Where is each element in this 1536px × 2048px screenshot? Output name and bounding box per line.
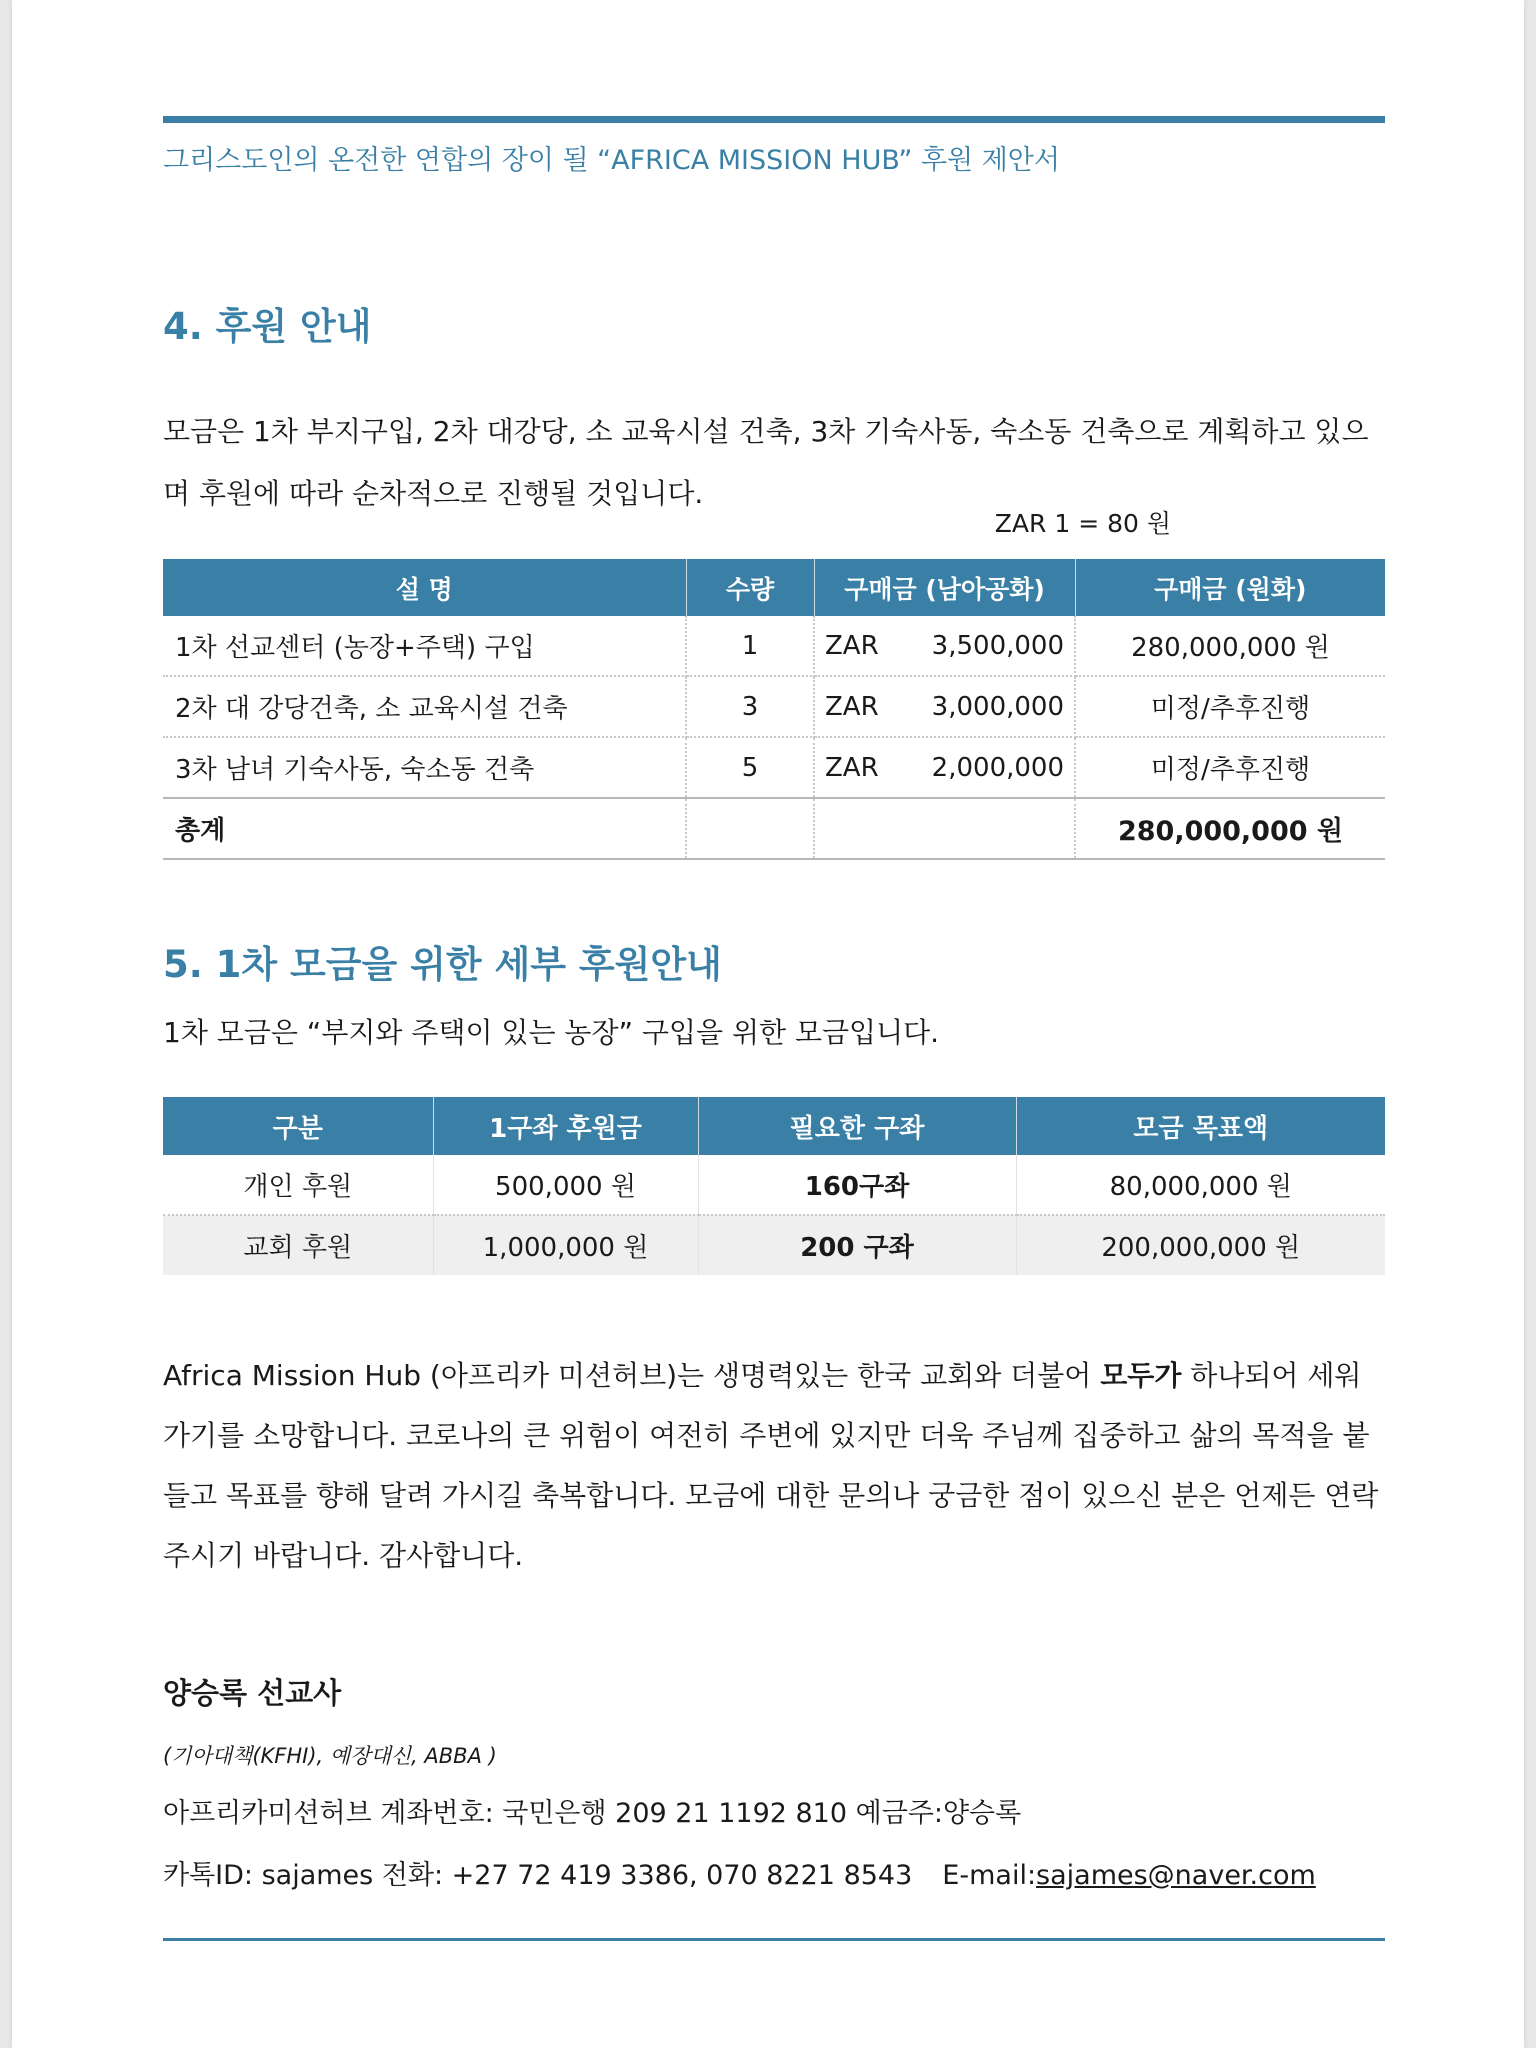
document-header-title: 그리스도인의 온전한 연합의 장이 될 “AFRICA MISSION HUB” 후원 제안서 [163,145,1060,176]
zar-amount: 2,000,000 [931,752,1064,783]
row-price-zar [814,616,1075,676]
currency-code: ZAR [825,752,879,783]
section-4-paragraph: 모금은 1차 부지구입, 2차 대강당, 소 교육시설 건축, 3차 기숙사동, 숙소동 건축으로 계획하고 있으며 후원에 따라 순차적으로 진행될 것입니다. [163,415,1369,510]
table-row [163,1155,1385,1215]
row-quantity: 3 [686,676,814,737]
contact-affiliation: (기아대책(KFHI), 예장대신, ABBA ) [163,1744,497,1768]
row-price-krw: 280,000,000 원 [1075,616,1385,676]
section-5-title: 5. 1차 모금을 위한 세부 후원안내 [163,943,722,986]
row-category: 개인 후원 [163,1155,433,1215]
zar-amount: 3,000,000 [931,691,1064,722]
email-label: E-mail: [942,1860,1037,1891]
total-label: 총계 [163,798,686,859]
row-description: 3차 남녀 기숙사동, 숙소동 건축 [163,737,686,798]
column-header-target-amount: 모금 목표액 [1016,1097,1385,1155]
phone-info: 카톡ID: sajames 전화: +27 72 419 3386, 070 8221 8543 [163,1860,913,1891]
row-price-zar [814,737,1075,798]
row-quantity: 5 [686,737,814,798]
closing-emphasis: 모두가 [1100,1359,1182,1392]
section-4-title: 4. 후원 안내 [163,305,372,348]
row-quantity: 1 [686,616,814,676]
section-5-intro: 1차 모금은 “부지와 주택이 있는 농장” 구입을 위한 모금입니다. [163,1016,940,1049]
row-description: 1차 선교센터 (농장+주택) 구입 [163,616,686,676]
table-row [163,1215,1385,1275]
currency-code: ZAR [825,630,879,661]
total-quantity-empty [686,798,814,859]
total-krw: 280,000,000 원 [1075,798,1385,859]
table-total-row [163,798,1385,859]
currency-code: ZAR [825,691,879,722]
row-price-zar [814,676,1075,737]
header-rule [163,116,1385,123]
exchange-rate-note: ZAR 1 = 80 원 [994,509,1171,538]
column-header-unit-amount: 1구좌 후원금 [433,1097,698,1155]
total-zar-empty [814,798,1075,859]
contact-phone-line [163,1853,1385,1892]
document-page [12,0,1524,2048]
column-header-description: 설 명 [163,559,686,616]
bank-account-info: 아프리카미션허브 계좌번호: 국민은행 209 21 1192 810 예금주:양승록 [163,1798,1022,1829]
closing-text-start: Africa Mission Hub (아프리카 미션허브)는 생명력있는 한국 교회와 더불어 [163,1359,1101,1392]
row-description: 2차 대 강당건축, 소 교육시설 건축 [163,676,686,737]
table-header-row [163,559,1385,616]
row-required-units: 160구좌 [698,1155,1016,1215]
column-header-quantity: 수량 [686,559,814,616]
row-required-units: 200 구좌 [698,1215,1016,1275]
column-header-category: 구분 [163,1097,433,1155]
table-header-row [163,1097,1385,1155]
table-row [163,737,1385,798]
contact-name: 양승록 선교사 [163,1676,342,1710]
table-row [163,676,1385,737]
row-price-krw: 미정/추후진행 [1075,737,1385,798]
zar-amount: 3,500,000 [931,630,1064,661]
donation-detail-table [163,1097,1385,1275]
closing-paragraph [163,1346,1385,1586]
funding-plan-table [163,559,1385,860]
email-link[interactable]: sajames@naver.com [1036,1860,1316,1891]
row-unit-amount: 500,000 원 [433,1155,698,1215]
row-price-krw: 미정/추후진행 [1075,676,1385,737]
column-header-required-units: 필요한 구좌 [698,1097,1016,1155]
row-target-amount: 80,000,000 원 [1016,1155,1385,1215]
column-header-price-zar: 구매금 (남아공화) [814,559,1075,616]
row-target-amount: 200,000,000 원 [1016,1215,1385,1275]
closing-text-end: 하나되어 세워 가기를 소망합니다. 코로나의 큰 위험이 여전히 주변에 있지만 더욱 주님께 집중하고 삶의 목적을 붙들고 목표를 향해 달려 가시길 축복합니다. 모금에 대한 문의나 궁금한 점이 있으신 분은 언제든 연락 주시기 바랍니다. 감사합니다. [163,1359,1379,1572]
column-header-price-krw: 구매금 (원화) [1075,559,1385,616]
row-unit-amount: 1,000,000 원 [433,1215,698,1275]
footer-rule [163,1938,1385,1941]
table-row [163,616,1385,676]
row-category: 교회 후원 [163,1215,433,1275]
